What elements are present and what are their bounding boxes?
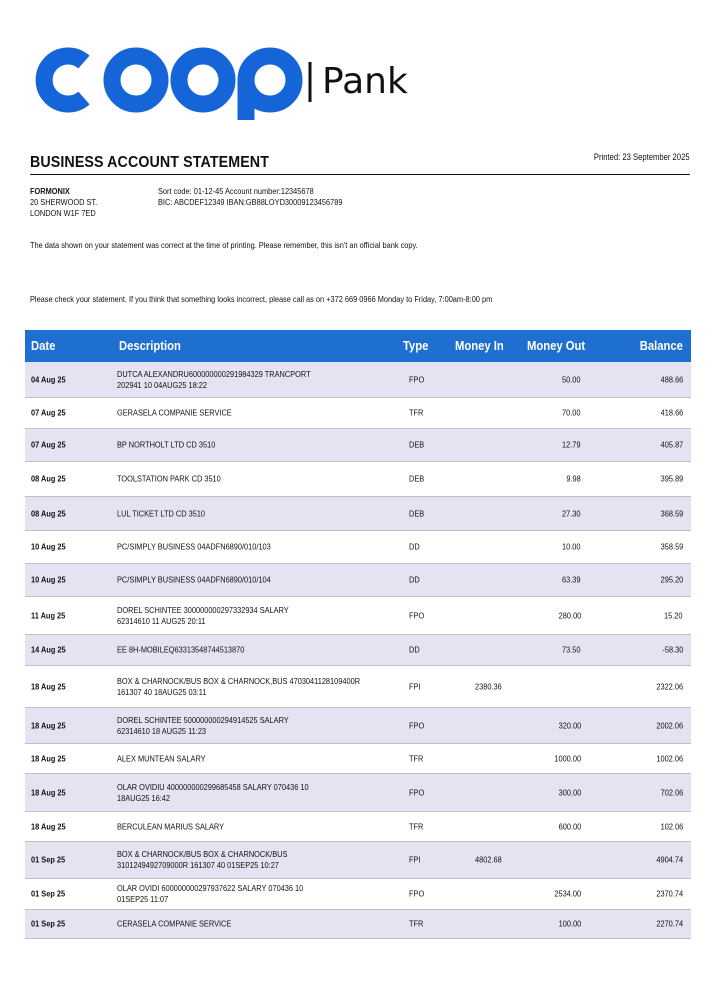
cell-description	[117, 575, 271, 586]
cell-description	[117, 919, 231, 930]
table-row	[25, 429, 691, 462]
cell-balance: 102.06	[660, 821, 683, 831]
cell-description	[117, 883, 303, 905]
cell-description	[117, 676, 360, 698]
cell-date: 01 Sep 25	[31, 918, 66, 929]
description-line-1: OLAR OVIDI 600000000297937622 SALARY 070436 10	[117, 883, 304, 893]
description-line-1: BOX & CHARNOCK/BUS BOX & CHARNOCK/BUS	[117, 849, 288, 859]
cell-balance: 702.06	[660, 787, 683, 797]
cell-balance: 405.87	[660, 439, 683, 450]
cell-money-in: 2380.36	[475, 681, 502, 691]
cell-balance: 2002.06	[656, 720, 683, 730]
cell-description	[117, 369, 311, 391]
table-row	[25, 842, 691, 879]
description-line-2: 62314610 11 AUG25 20:11	[117, 615, 206, 626]
table-row	[25, 462, 691, 497]
cell-description	[117, 542, 271, 553]
table-row	[25, 910, 691, 939]
check-statement-note: Please check your statement. If you think that something looks incorrect, please call as on +372 669 0966 Monday to Friday, 7:00am-8:00 pm	[30, 294, 493, 304]
cell-date: 10 Aug 25	[31, 541, 66, 552]
table-row	[25, 531, 691, 564]
cell-description	[117, 508, 205, 519]
cell-type: FPO	[409, 610, 425, 620]
printed-date: Printed: 23 September 2025	[594, 152, 690, 162]
cell-type: FPO	[409, 787, 425, 797]
cell-description	[117, 753, 206, 764]
cell-balance: 488.66	[660, 374, 683, 384]
description-line-1: EE 8H-MOBILEQ63313548744513870	[117, 644, 245, 655]
cell-balance: 295.20	[660, 574, 683, 585]
table-row	[25, 744, 691, 774]
cell-description	[117, 605, 289, 627]
cell-type: DD	[409, 541, 420, 552]
description-line-1: LUL TICKET LTD CD 3510	[117, 508, 206, 518]
cell-type: DEB	[409, 473, 425, 484]
description-line-2: 01SEP25 11:07	[117, 894, 169, 904]
column-date: Date	[31, 339, 56, 353]
cell-money-out: 70.00	[562, 407, 581, 418]
cell-balance: 418.66	[660, 407, 683, 418]
cell-date: 08 Aug 25	[31, 473, 66, 484]
cell-balance: -58.30	[662, 644, 683, 655]
column-type: Type	[403, 339, 429, 353]
table-row	[25, 398, 691, 429]
cell-type: FPO	[409, 720, 425, 730]
cell-balance: 368.59	[660, 508, 683, 518]
cell-type: FPO	[409, 888, 425, 899]
description-line-1: BOX & CHARNOCK/BUS BOX & CHARNOCK,BUS 4703041128109400R	[117, 675, 361, 686]
statement-header	[30, 150, 690, 175]
column-money-out: Money Out	[527, 339, 586, 353]
cell-balance: 15.20	[664, 610, 683, 620]
description-line-2: 18AUG25 16:42	[117, 792, 171, 803]
cell-description	[117, 645, 244, 656]
table-row	[25, 497, 691, 531]
column-money-in: Money In	[455, 339, 504, 353]
column-balance: Balance	[639, 339, 683, 353]
customer-address	[30, 186, 97, 219]
cell-type: DEB	[409, 439, 425, 450]
cell-date: 18 Aug 25	[31, 720, 66, 730]
address-street: 20 SHERWOOD ST.	[30, 197, 98, 207]
cell-balance: 358.59	[660, 541, 683, 552]
page-title: BUSINESS ACCOUNT STATEMENT	[30, 154, 270, 171]
table-row	[25, 564, 691, 597]
cell-balance: 1002.06	[656, 753, 683, 763]
description-line-1: DOREL SCHINTEE 300000000297332934 SALARY	[117, 604, 289, 615]
cell-type: FPI	[409, 681, 421, 691]
cell-type: TFR	[409, 821, 424, 831]
cell-date: 18 Aug 25	[31, 787, 66, 797]
cell-date: 07 Aug 25	[31, 407, 66, 418]
cell-date: 18 Aug 25	[31, 753, 66, 763]
column-description: Description	[119, 339, 181, 353]
coop-pank-logo	[26, 40, 426, 120]
cell-date: 08 Aug 25	[31, 508, 66, 518]
cell-money-out: 27.30	[562, 508, 581, 518]
description-line-1: OLAR OVIDIU 400000000299685458 SALARY 070436 10	[117, 781, 309, 792]
cell-type: TFR	[409, 753, 424, 763]
table-body	[25, 362, 691, 939]
company-name: FORMONIX	[30, 186, 70, 196]
description-line-2: 62314610 18 AUG25 11:23	[117, 725, 207, 736]
cell-date: 14 Aug 25	[31, 644, 66, 655]
cell-balance: 2370.74	[656, 888, 683, 899]
description-line-1: PC/SIMPLY BUSINESS 04ADFN6890/010/103	[117, 541, 271, 552]
cell-balance: 2322.06	[656, 681, 683, 691]
cell-description	[117, 474, 221, 485]
table-row	[25, 635, 691, 666]
cell-date: 01 Sep 25	[31, 854, 66, 865]
description-line-1: ALEX MUNTEAN SALARY	[117, 753, 206, 763]
cell-description	[117, 408, 232, 419]
description-line-1: DUTCA ALEXANDRU600000000291984329 TRANCPORT	[117, 368, 311, 379]
description-line-2: 202941 10 04AUG25 18:22	[117, 379, 208, 390]
bank-account-info	[158, 186, 342, 208]
cell-date: 11 Aug 25	[31, 610, 66, 620]
table-row	[25, 774, 691, 812]
data-disclaimer: The data shown on your statement was correct at the time of printing. Please remember, this isn't an official bank copy.	[30, 240, 418, 250]
cell-money-out: 300.00	[558, 787, 581, 797]
description-line-1: GERASELA COMPANIE SERVICE	[117, 407, 232, 418]
description-line-1: BP NORTHOLT LTD CD 3510	[117, 439, 216, 450]
table-row	[25, 597, 691, 635]
table-row	[25, 666, 691, 708]
cell-date: 04 Aug 25	[31, 374, 66, 384]
cell-money-out: 600.00	[558, 821, 581, 831]
description-line-1: TOOLSTATION PARK CD 3510	[117, 473, 221, 484]
cell-money-out: 280.00	[558, 610, 581, 620]
cell-description	[117, 849, 287, 871]
table-row	[25, 812, 691, 842]
logo-product-text: Pank	[322, 61, 408, 102]
cell-description	[117, 715, 289, 737]
cell-money-out: 2534.00	[554, 888, 581, 899]
cell-description	[117, 821, 224, 832]
cell-date: 18 Aug 25	[31, 681, 66, 691]
cell-money-in: 4802.68	[475, 854, 502, 865]
description-line-1: DOREL SCHINTEE 500000000294914525 SALARY	[117, 714, 289, 725]
sort-code-account-number: Sort code: 01-12-45 Account number:12345678	[158, 186, 314, 196]
description-line-1: CERASELA COMPANIE SERVICE	[117, 918, 232, 929]
table-row	[25, 362, 691, 398]
cell-type: DD	[409, 644, 420, 655]
bic-iban: BIC: ABCDEF12349 IBAN:GB88LOYD30009123456789	[158, 197, 343, 207]
cell-money-out: 9.98	[566, 473, 581, 484]
table-row	[25, 879, 691, 910]
table-row	[25, 708, 691, 744]
transactions-table	[25, 330, 691, 939]
address-city: LONDON W1F 7ED	[30, 208, 96, 218]
cell-type: FPI	[409, 854, 421, 865]
cell-date: 01 Sep 25	[31, 888, 66, 899]
cell-balance: 4904.74	[656, 854, 683, 865]
cell-date: 07 Aug 25	[31, 439, 66, 450]
cell-balance: 395.89	[660, 473, 683, 484]
cell-balance: 2270.74	[656, 918, 683, 929]
cell-money-out: 10.00	[562, 541, 581, 552]
description-line-2: 3101249492709000R 161307 40 01SEP25 10:27	[117, 860, 279, 870]
cell-money-out: 50.00	[562, 374, 581, 384]
cell-type: TFR	[409, 407, 424, 418]
cell-type: DEB	[409, 508, 425, 518]
description-line-2: 161307 40 18AUG25 03:11	[117, 686, 207, 697]
description-line-1: PC/SIMPLY BUSINESS 04ADFN6890/010/104	[117, 574, 271, 585]
table-header	[25, 330, 691, 362]
cell-date: 18 Aug 25	[31, 821, 66, 831]
description-line-1: BERCULEAN MARIUS SALARY	[117, 821, 225, 831]
cell-type: TFR	[409, 918, 424, 929]
cell-money-out: 12.79	[562, 439, 581, 450]
cell-type: FPO	[409, 374, 425, 384]
cell-money-out: 320.00	[558, 720, 581, 730]
cell-money-out: 73.50	[562, 644, 581, 655]
cell-money-out: 1000.00	[554, 753, 581, 763]
cell-money-out: 63.39	[562, 574, 581, 585]
cell-description	[117, 440, 215, 451]
cell-money-out: 100.00	[558, 918, 581, 929]
cell-type: DD	[409, 574, 420, 585]
cell-description	[117, 782, 309, 804]
cell-date: 10 Aug 25	[31, 574, 66, 585]
